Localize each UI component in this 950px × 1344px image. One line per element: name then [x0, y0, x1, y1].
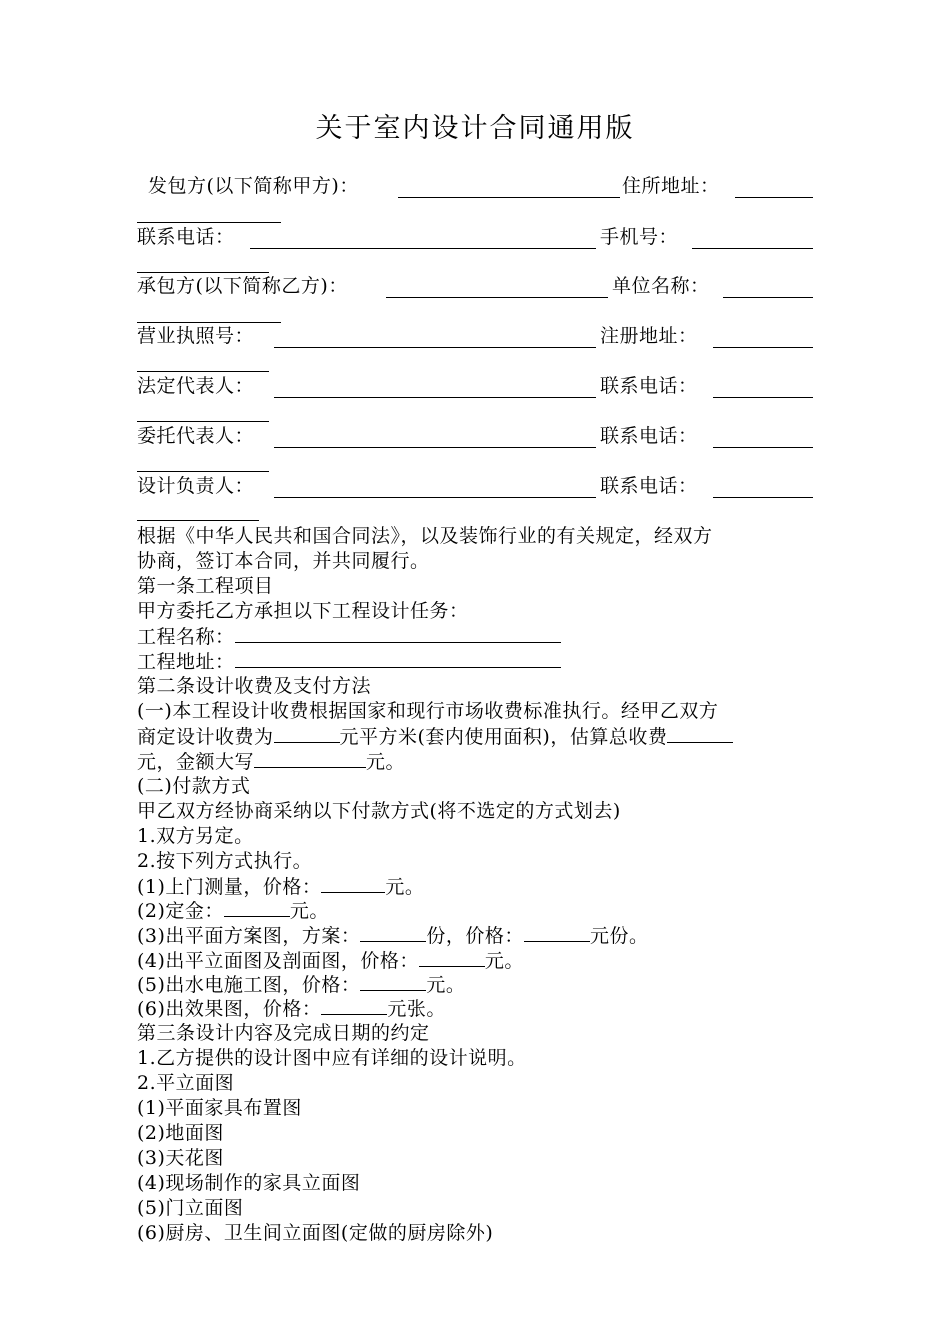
price-item-6	[137, 996, 446, 1021]
price-item-5-label: (5)出水电施工图，价格：	[137, 974, 361, 996]
drawing-item-5: (5)门立面图	[137, 1197, 244, 1219]
price-item-3-mid: 份，价格：	[426, 925, 524, 947]
content-item-1: 1.乙方提供的设计图中应有详细的设计说明。	[137, 1047, 527, 1069]
designer-phone-field-cont[interactable]	[137, 520, 259, 521]
price-item-6-field[interactable]	[321, 996, 387, 1015]
employer-address-field[interactable]	[735, 197, 813, 198]
article-1-heading: 第一条工程项目	[137, 575, 274, 597]
price-item-2-field[interactable]	[224, 898, 290, 917]
license-field[interactable]	[274, 347, 596, 348]
employer-label: 发包方(以下简称甲方)：	[148, 175, 359, 197]
intro-line-1: 根据《中华人民共和国合同法》，以及装饰行业的有关规定，经双方	[137, 525, 713, 547]
employer-address-label: 住所地址：	[622, 175, 720, 197]
payment-heading: (二)付款方式	[137, 775, 251, 797]
article-2-heading: 第二条设计收费及支付方法	[137, 675, 372, 697]
legal-rep-phone-label: 联系电话：	[600, 375, 698, 397]
drawing-item-2: (2)地面图	[137, 1122, 224, 1144]
employer-phone-field[interactable]	[250, 248, 596, 249]
legal-rep-phone-field[interactable]	[713, 397, 813, 398]
price-item-4-label: (4)出平立面图及剖面图，价格：	[137, 950, 419, 972]
fee-words-field[interactable]	[254, 749, 366, 768]
price-item-5	[137, 972, 465, 997]
designer-phone-field[interactable]	[713, 497, 813, 498]
employer-address-field-cont[interactable]	[137, 222, 281, 223]
designer-label: 设计负责人：	[137, 475, 255, 497]
price-item-2	[137, 898, 329, 923]
price-item-4	[137, 948, 524, 973]
payment-desc: 甲乙双方经协商采纳以下付款方式(将不选定的方式划去)	[137, 800, 621, 822]
price-item-2-unit: 元。	[289, 900, 329, 922]
price-item-3-label: (3)出平面方案图，方案：	[137, 925, 361, 947]
payment-option-1: 1.双方另定。	[137, 825, 254, 847]
document-title: 关于室内设计合同通用版	[315, 113, 635, 144]
article-1-desc: 甲方委托乙方承担以下工程设计任务：	[137, 600, 469, 622]
license-label: 营业执照号：	[137, 325, 255, 347]
agent-phone-field-cont[interactable]	[137, 471, 269, 472]
unit-name-label: 单位名称：	[612, 275, 710, 297]
fee-words-suffix: 元。	[366, 751, 406, 773]
price-item-1-field[interactable]	[321, 874, 385, 893]
price-item-1	[137, 874, 424, 899]
employer-mobile-label: 手机号：	[600, 226, 679, 248]
price-item-3-unit: 元份。	[589, 925, 649, 947]
price-item-1-unit: 元。	[385, 876, 425, 898]
reg-address-field[interactable]	[713, 347, 813, 348]
employer-field[interactable]	[398, 197, 620, 198]
project-name-field[interactable]	[235, 624, 561, 643]
legal-rep-label: 法定代表人：	[137, 375, 255, 397]
drawing-item-1: (1)平面家具布置图	[137, 1097, 302, 1119]
contractor-field[interactable]	[386, 297, 608, 298]
content-item-2: 2.平立面图	[137, 1072, 235, 1094]
drawing-item-6: (6)厨房、卫生间立面图(定做的厨房除外)	[137, 1222, 494, 1244]
price-item-6-label: (6)出效果图，价格：	[137, 998, 322, 1020]
fee-line-1: (一)本工程设计收费根据国家和现行市场收费标准执行。经甲乙双方	[137, 700, 719, 722]
payment-option-2: 2.按下列方式执行。	[137, 850, 313, 872]
price-item-6-unit: 元张。	[387, 998, 446, 1020]
reg-address-label: 注册地址：	[600, 325, 698, 347]
fee-line-3	[137, 749, 405, 774]
fee-rate-label: 商定设计收费为	[137, 726, 274, 748]
designer-phone-label: 联系电话：	[600, 475, 698, 497]
drawing-item-3: (3)天花图	[137, 1147, 224, 1169]
price-item-4-field[interactable]	[419, 948, 485, 967]
agent-phone-label: 联系电话：	[600, 425, 698, 447]
drawing-item-4: (4)现场制作的家具立面图	[137, 1172, 361, 1194]
designer-field[interactable]	[274, 497, 596, 498]
employer-phone-label: 联系电话：	[137, 226, 235, 248]
price-item-2-label: (2)定金：	[137, 900, 224, 922]
fee-line-2	[137, 724, 733, 749]
employer-mobile-field[interactable]	[692, 248, 813, 249]
intro-line-2: 协商，签订本合同，并共同履行。	[137, 550, 430, 572]
employer-mobile-field-cont[interactable]	[137, 272, 269, 273]
price-item-4-unit: 元。	[484, 950, 524, 972]
price-item-3	[137, 923, 648, 948]
project-address-line	[137, 649, 561, 674]
price-item-1-label: (1)上门测量，价格：	[137, 876, 322, 898]
fee-rate-field[interactable]	[274, 724, 340, 743]
price-item-3-price-field[interactable]	[524, 923, 590, 942]
price-item-5-field[interactable]	[360, 972, 426, 991]
legal-rep-field[interactable]	[274, 397, 596, 398]
price-item-5-unit: 元。	[426, 974, 466, 996]
reg-address-field-cont[interactable]	[137, 371, 269, 372]
project-address-label: 工程地址：	[137, 651, 235, 673]
agent-phone-field[interactable]	[713, 447, 813, 448]
article-3-heading: 第三条设计内容及完成日期的约定	[137, 1022, 430, 1044]
fee-words-label: 元，金额大写	[137, 751, 255, 773]
project-name-label: 工程名称：	[137, 626, 235, 648]
unit-name-field[interactable]	[723, 297, 813, 298]
fee-total-field[interactable]	[667, 724, 733, 743]
agent-label: 委托代表人：	[137, 425, 255, 447]
project-name-line	[137, 624, 561, 649]
price-item-3-count-field[interactable]	[360, 923, 426, 942]
legal-rep-phone-field-cont[interactable]	[137, 421, 269, 422]
agent-field[interactable]	[274, 447, 596, 448]
fee-total-label: 元平方米(套内使用面积)，估算总收费	[339, 726, 668, 748]
unit-name-field-cont[interactable]	[137, 322, 281, 323]
contractor-label: 承包方(以下简称乙方)：	[137, 275, 348, 297]
project-address-field[interactable]	[235, 649, 561, 668]
